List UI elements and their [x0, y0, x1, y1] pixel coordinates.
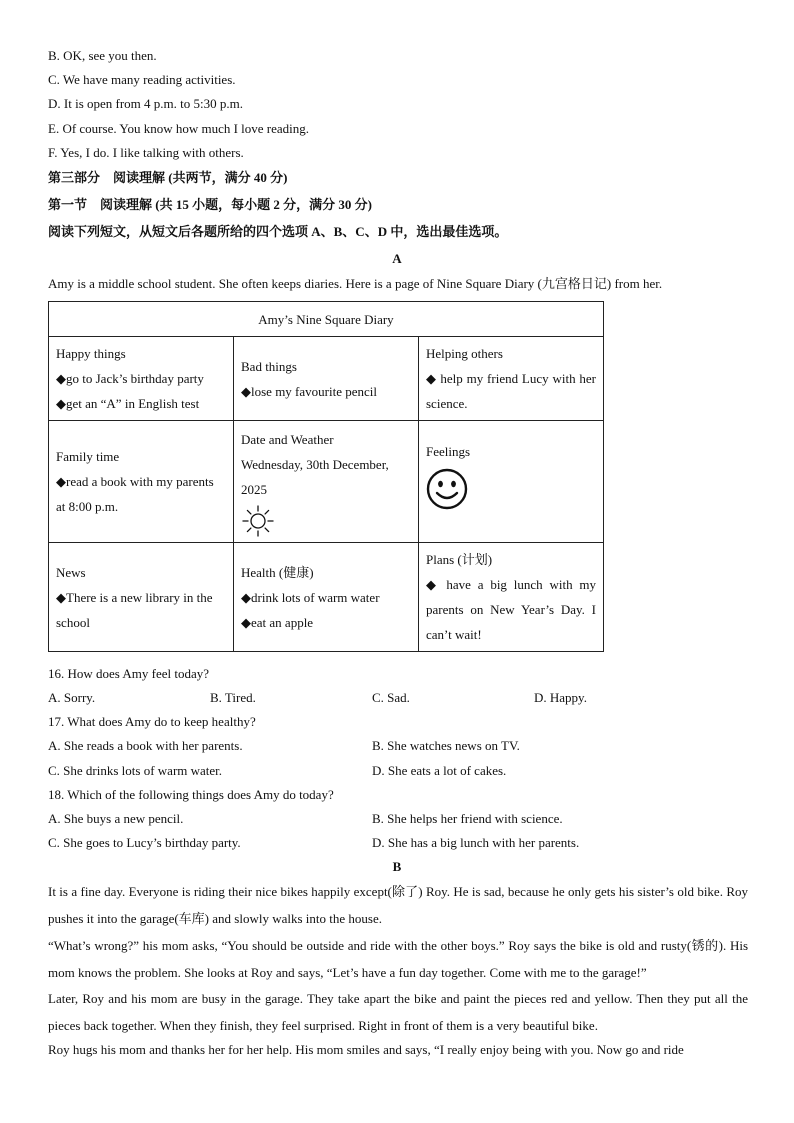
- cell-bad-things: [234, 337, 419, 421]
- cell-happy-things: [49, 337, 234, 421]
- news-heading: News: [56, 564, 86, 580]
- q18-option-c: C. She goes to Lucy’s birthday party.: [48, 835, 241, 850]
- bad-heading: Bad things: [241, 358, 297, 374]
- question-16-stem: 16. How does Amy feel today?: [48, 666, 210, 681]
- cell-plans: [419, 543, 604, 652]
- q18-option-d: D. She has a big lunch with her parents.: [372, 835, 580, 850]
- passage-b-paragraph-2: “What’s wrong?” his mom asks, “You should be outside and ride with the other boys.” Roy says the bike is old and rusty(锈的). His mom knows the problem. She looks at Roy and says, “Let’s have a fun day together. Come with me to the garage!”: [48, 938, 748, 980]
- cell-news: [49, 543, 234, 652]
- happy-heading: Happy things: [56, 346, 126, 361]
- bad-item: ◆lose my favourite pencil: [241, 383, 377, 399]
- section-title: 第三部分 阅读理解 (共两节，满分 40 分): [48, 170, 288, 185]
- cell-family-time: [49, 421, 234, 543]
- cell-feelings: [419, 421, 604, 543]
- passage-a-label: A: [392, 251, 402, 266]
- date-text: Wednesday, 30th December, 2025: [241, 457, 389, 497]
- family-text: ◆read a book with my parents at 8:00 p.m.: [56, 474, 214, 514]
- helping-text: ◆ help my friend Lucy with her science.: [426, 371, 596, 411]
- option-c: C. We have many reading activities.: [48, 72, 236, 87]
- sun-icon: [241, 502, 411, 538]
- happy-item: ◆get an “A” in English test: [56, 396, 200, 411]
- passage-a-intro: Amy is a middle school student. She often keeps diaries. Here is a page of Nine Square Diary (九宫格日记) from her.: [48, 276, 663, 291]
- q18-option-b: B. She helps her friend with science.: [372, 811, 563, 826]
- nine-square-diary-table: [48, 301, 604, 652]
- passage-b-paragraph-3: Later, Roy and his mom are busy in the garage. They take apart the bike and paint the pieces red and yellow. Then they put all the pieces back together. When they finish, they feel surprised. Right in front of them is a very beautiful bike.: [48, 991, 748, 1033]
- q16-option-b: B. Tired.: [210, 690, 256, 705]
- q16-option-a: A. Sorry.: [48, 690, 96, 705]
- question-18-stem: 18. Which of the following things does Amy do today?: [48, 787, 334, 802]
- smiley-face-icon: [426, 464, 596, 518]
- health-heading: Health (健康): [241, 564, 314, 580]
- question-17-stem: 17. What does Amy do to keep healthy?: [48, 714, 256, 729]
- cell-helping-others: [419, 337, 604, 421]
- q16-option-c: C. Sad.: [372, 690, 410, 705]
- option-d: D. It is open from 4 p.m. to 5:30 p.m.: [48, 96, 243, 111]
- q17-option-b: B. She watches news on TV.: [372, 738, 520, 753]
- q18-option-a: A. She buys a new pencil.: [48, 811, 184, 826]
- option-e: E. Of course. You know how much I love reading.: [48, 121, 310, 136]
- health-item: ◆drink lots of warm water: [241, 589, 380, 605]
- news-text: ◆There is a new library in the school: [56, 589, 213, 630]
- q17-option-c: C. She drinks lots of warm water.: [48, 763, 223, 778]
- passage-b-paragraph-4: Roy hugs his mom and thanks her for her help. His mom smiles and says, “I really enjoy being with you. Now go and ride: [48, 1042, 684, 1057]
- option-f: F. Yes, I do. I like talking with others.: [48, 145, 244, 160]
- plans-heading: Plans (计划): [426, 552, 493, 567]
- date-heading: Date and Weather: [241, 432, 334, 447]
- plans-text: ◆ have a big lunch with my parents on New Year’s Day. I can’t wait!: [426, 577, 596, 642]
- option-b: B. OK, see you then.: [48, 48, 157, 63]
- cell-date-weather: [234, 421, 419, 543]
- q16-option-d: D. Happy.: [534, 690, 587, 705]
- subsection-title: 第一节 阅读理解 (共 15 小题，每小题 2 分，满分 30 分): [48, 197, 372, 212]
- q17-option-d: D. She eats a lot of cakes.: [372, 763, 507, 778]
- diary-title: Amy’s Nine Square Diary: [49, 302, 604, 337]
- happy-item: ◆go to Jack’s birthday party: [56, 371, 204, 386]
- helping-heading: Helping others: [426, 346, 503, 361]
- passage-b-label: B: [392, 859, 402, 874]
- q17-option-a: A. She reads a book with her parents.: [48, 738, 243, 753]
- passage-b-paragraph-1: It is a fine day. Everyone is riding their nice bikes happily except(除了) Roy. He is sad, because he only gets his sister’s old bike. Roy pushes it into the garage(车库) and slowly walks into the house.: [48, 884, 748, 926]
- family-heading: Family time: [56, 449, 120, 464]
- health-item: ◆eat an apple: [241, 614, 314, 630]
- cell-health: [234, 543, 419, 652]
- feelings-heading: Feelings: [426, 444, 471, 459]
- instruction: 阅读下列短文，从短文后各题所给的四个选项 A、B、C、D 中，选出最佳选项。: [48, 224, 508, 239]
